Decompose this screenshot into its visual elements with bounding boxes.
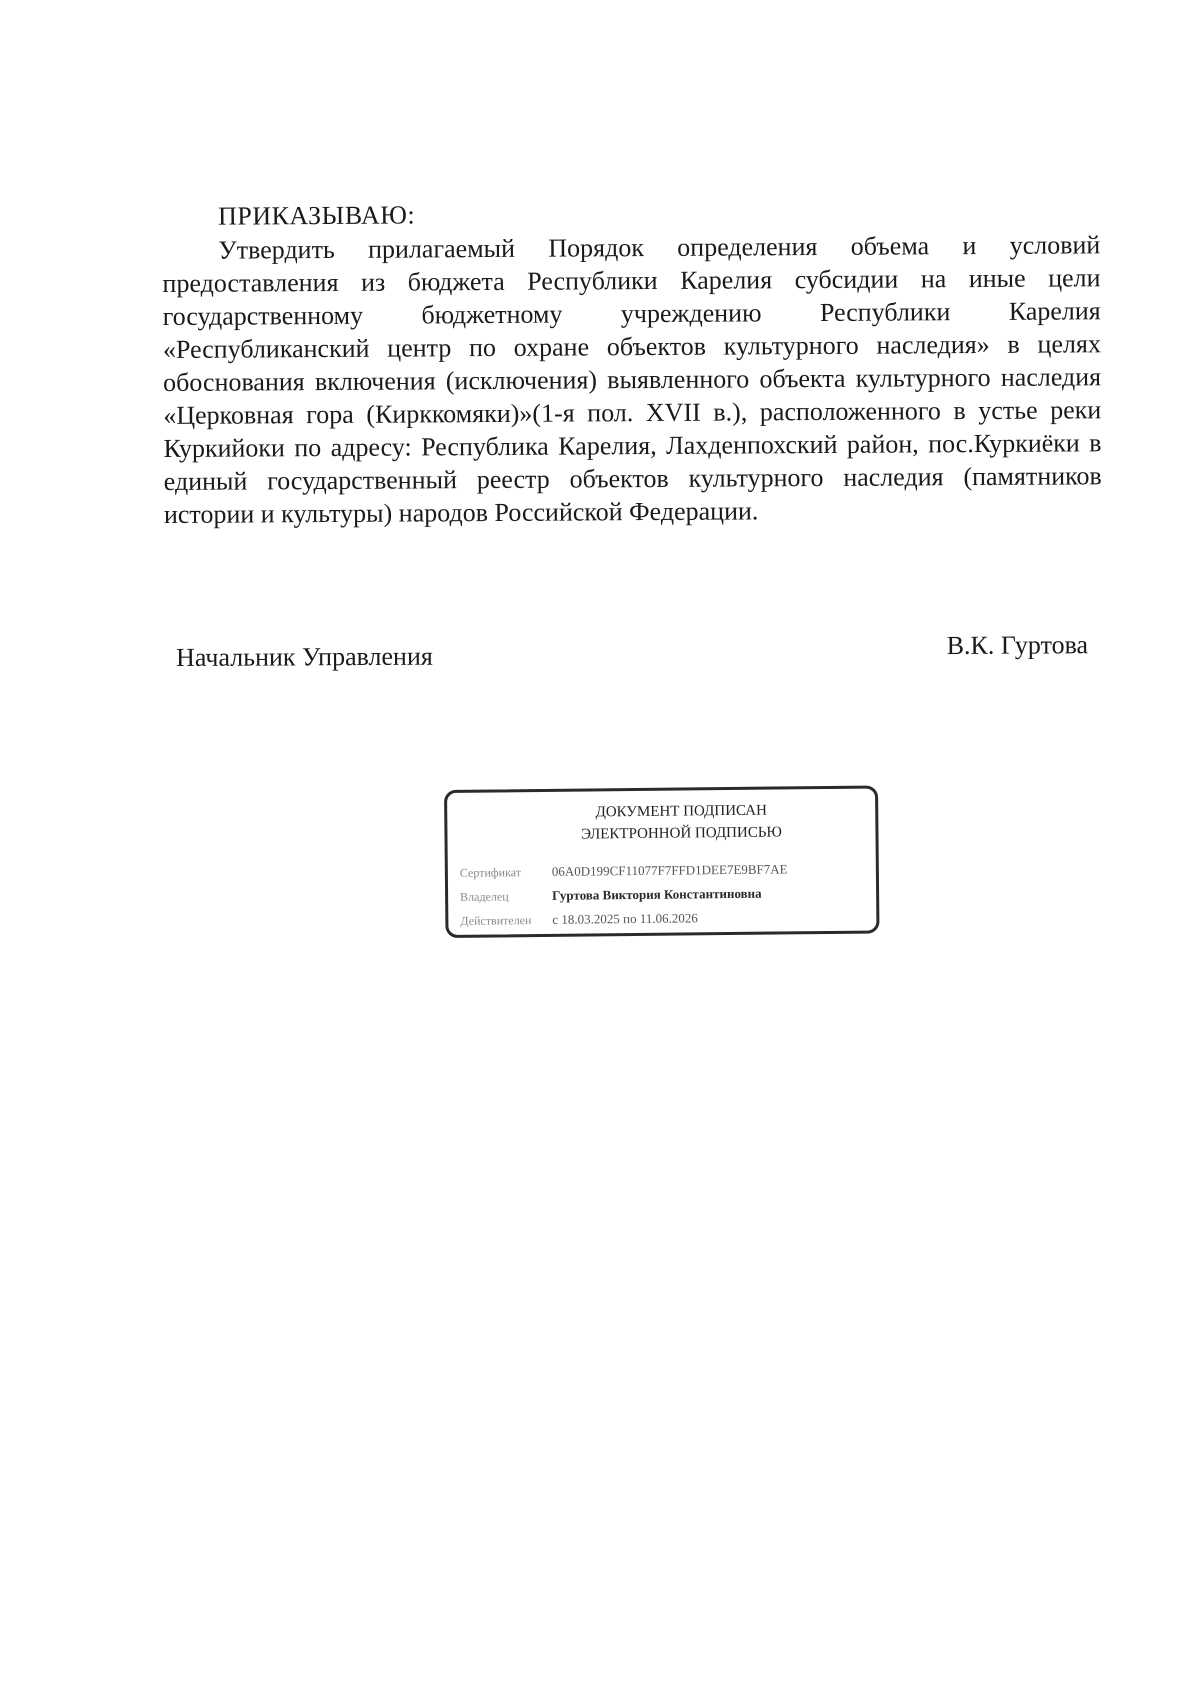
stamp-validity-value: с 18.03.2025 по 11.06.2026	[552, 910, 698, 927]
signatory-name: В.К. Гуртова	[946, 630, 1089, 660]
stamp-title	[447, 798, 875, 846]
stamp-title-line-2: ЭЛЕКТРОННОЙ ПОДПИСЬЮ	[581, 824, 782, 843]
stamp-certificate-value: 06A0D199CF11077F7FFD1DEE7E9BF7AE	[551, 861, 788, 879]
order-heading: ПРИКАЗЫВАЮ:	[218, 200, 416, 231]
order-text: Утвердить прилагаемый Порядок определения объема и условий предоставления из бюджета Республики Карелия субсидии на иные цели государственному бюджетному учреждению Республики Карелия «Республиканский центр по охране объектов культурного наследия» в целях обоснования включения (исключения) выявленного объекта культурного наследия «Церковная гора (Кирккомяки)»(1-я пол. XVII в.), расположенного в устье реки Куркийоки по адресу: Республика Карелия, Лахденпохский район, пос.Куркиёки в единый государственный реестр объектов культурного наследия (памятников истории и культуры) народов Российской Федерации.	[162, 230, 1102, 529]
stamp-title-line-1: ДОКУМЕНТ ПОДПИСАН	[595, 802, 768, 821]
stamp-validity-row	[460, 904, 876, 932]
stamp-details	[448, 856, 877, 932]
stamp-owner-label: Владелец	[460, 889, 509, 904]
electronic-signature-stamp	[444, 785, 880, 938]
order-block	[162, 194, 1102, 531]
stamp-certificate-label: Сертификат	[459, 865, 522, 880]
signatory-position: Начальник Управления	[176, 641, 433, 672]
stamp-validity-label: Действителен	[460, 913, 532, 928]
stamp-owner-value: Гуртова Виктория Константиновна	[552, 885, 762, 903]
signature-row	[176, 630, 1089, 674]
